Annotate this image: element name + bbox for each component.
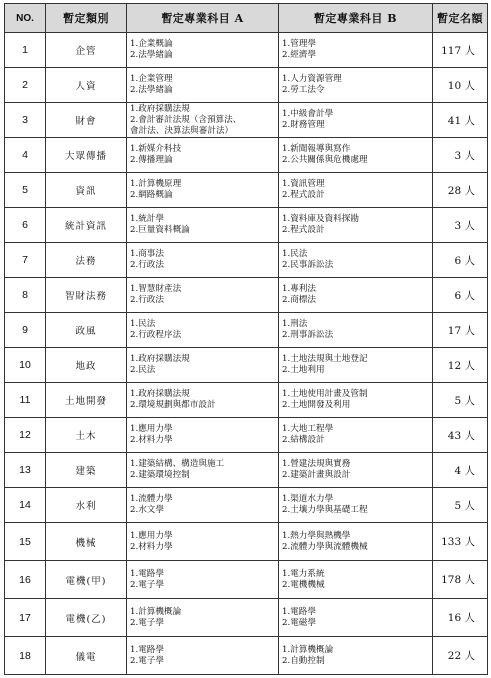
- subject-line: 2.建築計畫與設計: [282, 470, 351, 480]
- row-quota: 12 人: [433, 348, 488, 383]
- table-row: [5, 103, 488, 138]
- subject-line: 1.新媒介科技: [130, 144, 182, 154]
- table-row: [5, 348, 488, 383]
- row-category: 機械: [46, 523, 127, 561]
- row-subjects-a: [127, 173, 279, 208]
- subject-line: 2.電機機械: [282, 579, 325, 590]
- table-row: [5, 278, 488, 313]
- row-category: 企管: [46, 33, 127, 68]
- row-subjects-a: [127, 348, 279, 383]
- subject-line: 會計法、決算法與審計法）: [130, 125, 234, 136]
- row-subjects-b: [279, 488, 433, 523]
- table-row: [5, 599, 488, 637]
- row-subjects-a: [127, 383, 279, 418]
- subject-line: 1.管理學: [282, 39, 316, 49]
- subject-line: 1.資料庫及資料探勘: [282, 214, 359, 224]
- row-quota: 178 人: [433, 561, 488, 599]
- row-category: 法務: [46, 243, 127, 278]
- subject-line: 2.會計審計法規（含預算法、: [130, 114, 242, 125]
- row-subjects-a: [127, 33, 279, 68]
- row-quota: 6 人: [433, 243, 488, 278]
- header-subject-b: 暫定專業科目 B: [279, 4, 433, 33]
- row-subjects-b: [279, 243, 433, 278]
- subject-line: 1.熱力學與熱機學: [282, 530, 351, 541]
- row-subjects-b: [279, 383, 433, 418]
- table-row: [5, 453, 488, 488]
- row-number: 8: [5, 278, 46, 313]
- row-subjects-a: [127, 208, 279, 243]
- row-number: 11: [5, 383, 46, 418]
- row-quota: 28 人: [433, 173, 488, 208]
- row-quota: 6 人: [433, 278, 488, 313]
- subject-line: 1.企業概論: [130, 39, 173, 49]
- subject-line: 2.土地利用: [282, 365, 325, 375]
- row-number: 16: [5, 561, 46, 599]
- table-row: [5, 561, 488, 599]
- table-row: [5, 68, 488, 103]
- subject-line: 2.電子學: [130, 617, 164, 628]
- subject-line: 1.渠道水力學: [282, 494, 334, 504]
- subject-line: 2.公共關係與危機處理: [282, 155, 368, 165]
- table-row: [5, 208, 488, 243]
- subject-line: 1.土地法規與土地登記: [282, 354, 368, 364]
- subject-line: 2.程式設計: [282, 225, 325, 235]
- row-quota: 43 人: [433, 418, 488, 453]
- row-subjects-b: [279, 173, 433, 208]
- header-quota: 暫定名額: [433, 4, 488, 33]
- row-quota: 22 人: [433, 637, 488, 675]
- row-category: 儀電: [46, 637, 127, 675]
- subject-line: 2.材料力學: [130, 541, 173, 552]
- row-quota: 3 人: [433, 138, 488, 173]
- subject-line: 1.電路學: [130, 644, 164, 655]
- row-subjects-a: [127, 561, 279, 599]
- subject-line: 2.建築環境控制: [130, 470, 190, 480]
- row-number: 15: [5, 523, 46, 561]
- subject-line: 1.應用力學: [130, 530, 173, 541]
- row-number: 3: [5, 103, 46, 138]
- row-subjects-a: [127, 599, 279, 637]
- table-header-row: [5, 4, 488, 33]
- row-number: 6: [5, 208, 46, 243]
- row-category: 財會: [46, 103, 127, 138]
- row-category: 政風: [46, 313, 127, 348]
- table-row: [5, 313, 488, 348]
- row-subjects-b: [279, 418, 433, 453]
- subject-line: 2.土地開發及利用: [282, 400, 351, 410]
- row-category: 智財法務: [46, 278, 127, 313]
- subject-line: 1.土地使用計畫及管制: [282, 389, 368, 399]
- row-quota: 5 人: [433, 488, 488, 523]
- subject-line: 1.大地工程學: [282, 424, 334, 434]
- subject-line: 2.電子學: [130, 655, 164, 666]
- row-number: 18: [5, 637, 46, 675]
- row-quota: 16 人: [433, 599, 488, 637]
- row-subjects-a: [127, 68, 279, 103]
- row-category: 大眾傳播: [46, 138, 127, 173]
- row-category: 統計資訊: [46, 208, 127, 243]
- subject-line: 1.民法: [282, 249, 308, 259]
- subject-line: 1.應用力學: [130, 424, 173, 434]
- subject-line: 2.法學緒論: [130, 85, 173, 95]
- row-number: 13: [5, 453, 46, 488]
- subject-line: 1.企業管理: [130, 74, 173, 84]
- table-row: [5, 418, 488, 453]
- subject-line: 2.電磁學: [282, 617, 316, 628]
- table-row: [5, 138, 488, 173]
- row-subjects-b: [279, 637, 433, 675]
- table-row: [5, 173, 488, 208]
- row-quota: 133 人: [433, 523, 488, 561]
- row-subjects-b: [279, 523, 433, 561]
- row-category: 土木: [46, 418, 127, 453]
- subject-line: 2.刑事訴訟法: [282, 330, 334, 340]
- row-subjects-a: [127, 313, 279, 348]
- subject-line: 1.電路學: [282, 606, 316, 617]
- subject-line: 1.政府採購法規: [130, 103, 190, 114]
- row-subjects-a: [127, 453, 279, 488]
- row-subjects-b: [279, 313, 433, 348]
- subject-line: 2.行政法: [130, 295, 164, 305]
- row-subjects-b: [279, 208, 433, 243]
- row-subjects-b: [279, 599, 433, 637]
- row-number: 14: [5, 488, 46, 523]
- row-subjects-b: [279, 138, 433, 173]
- subject-line: 2.自動控制: [282, 655, 325, 666]
- subject-line: 2.法學緒論: [130, 50, 173, 60]
- row-number: 4: [5, 138, 46, 173]
- row-number: 9: [5, 313, 46, 348]
- subject-line: 1.人力資源管理: [282, 74, 342, 84]
- subject-line: 1.流體力學: [130, 494, 173, 504]
- subject-line: 1.計算機原理: [130, 179, 182, 189]
- subject-line: 2.環境規劃與都市設計: [130, 400, 216, 410]
- subject-line: 2.經濟學: [282, 50, 316, 60]
- row-category: 人資: [46, 68, 127, 103]
- row-category: 電機(甲): [46, 561, 127, 599]
- subject-line: 2.民法: [130, 365, 156, 375]
- row-number: 12: [5, 418, 46, 453]
- table-row: [5, 637, 488, 675]
- subject-line: 2.勞工法令: [282, 85, 325, 95]
- subjects-table-container: [4, 3, 488, 675]
- row-subjects-a: [127, 637, 279, 675]
- subject-line: 2.材料力學: [130, 435, 173, 445]
- row-subjects-a: [127, 243, 279, 278]
- row-category: 建築: [46, 453, 127, 488]
- row-quota: 3 人: [433, 208, 488, 243]
- row-quota: 4 人: [433, 453, 488, 488]
- subject-line: 1.民法: [130, 319, 156, 329]
- subject-line: 1.專利法: [282, 284, 316, 294]
- subject-line: 1.營建法規與實務: [282, 459, 351, 469]
- subject-line: 2.結構設計: [282, 435, 325, 445]
- subject-line: 1.新聞報導與寫作: [282, 144, 351, 154]
- subject-line: 1.中級會計學: [282, 109, 334, 119]
- row-category: 電機(乙): [46, 599, 127, 637]
- header-category: 暫定類別: [46, 4, 127, 33]
- subject-line: 1.政府採購法規: [130, 389, 190, 399]
- row-category: 水利: [46, 488, 127, 523]
- table-row: [5, 243, 488, 278]
- subject-line: 1.刑法: [282, 319, 308, 329]
- subject-line: 1.計算機概論: [282, 644, 334, 655]
- subject-line: 2.流體力學與流體機械: [282, 541, 368, 552]
- row-subjects-a: [127, 138, 279, 173]
- header-subject-a: 暫定專業科目 A: [127, 4, 279, 33]
- subject-line: 2.土壤力學與基礎工程: [282, 505, 368, 515]
- row-number: 7: [5, 243, 46, 278]
- row-category: 土地開發: [46, 383, 127, 418]
- table-row: [5, 488, 488, 523]
- table-row: [5, 523, 488, 561]
- row-subjects-b: [279, 68, 433, 103]
- row-subjects-b: [279, 103, 433, 138]
- subject-line: 2.財務管理: [282, 120, 325, 130]
- row-number: 5: [5, 173, 46, 208]
- subject-line: 1.建築結構、構造與施工: [130, 459, 225, 469]
- subject-line: 2.行政程序法: [130, 330, 182, 340]
- row-subjects-b: [279, 453, 433, 488]
- subject-line: 2.行政法: [130, 260, 164, 270]
- row-subjects-a: [127, 523, 279, 561]
- row-number: 1: [5, 33, 46, 68]
- subject-line: 2.程式設計: [282, 190, 325, 200]
- subject-line: 1.資訊管理: [282, 179, 325, 189]
- row-category: 資訊: [46, 173, 127, 208]
- header-no: NO.: [5, 4, 46, 33]
- table-row: [5, 33, 488, 68]
- subjects-table: [4, 3, 488, 675]
- subject-line: 2.商標法: [282, 295, 316, 305]
- row-number: 17: [5, 599, 46, 637]
- row-quota: 5 人: [433, 383, 488, 418]
- subject-line: 2.水文學: [130, 505, 164, 515]
- subject-line: 2.民事訴訟法: [282, 260, 334, 270]
- table-body: [5, 33, 488, 675]
- subject-line: 1.政府採購法規: [130, 354, 190, 364]
- row-subjects-a: [127, 103, 279, 138]
- row-subjects-b: [279, 33, 433, 68]
- subject-line: 1.電力系統: [282, 568, 325, 579]
- row-subjects-a: [127, 418, 279, 453]
- subject-line: 1.統計學: [130, 214, 164, 224]
- row-subjects-b: [279, 561, 433, 599]
- subject-line: 1.商事法: [130, 249, 164, 259]
- row-quota: 117 人: [433, 33, 488, 68]
- subject-line: 2.網路概論: [130, 190, 173, 200]
- row-number: 2: [5, 68, 46, 103]
- row-quota: 17 人: [433, 313, 488, 348]
- row-subjects-b: [279, 348, 433, 383]
- row-quota: 10 人: [433, 68, 488, 103]
- subject-line: 2.傳播理論: [130, 155, 173, 165]
- subject-line: 1.電路學: [130, 568, 164, 579]
- subject-line: 1.計算機概論: [130, 606, 182, 617]
- table-row: [5, 383, 488, 418]
- row-category: 地政: [46, 348, 127, 383]
- subject-line: 2.巨量資料概論: [130, 225, 190, 235]
- subject-line: 2.電子學: [130, 579, 164, 590]
- row-quota: 41 人: [433, 103, 488, 138]
- row-subjects-b: [279, 278, 433, 313]
- row-subjects-a: [127, 278, 279, 313]
- subject-line: 1.智慧財產法: [130, 284, 182, 294]
- row-subjects-a: [127, 488, 279, 523]
- row-number: 10: [5, 348, 46, 383]
